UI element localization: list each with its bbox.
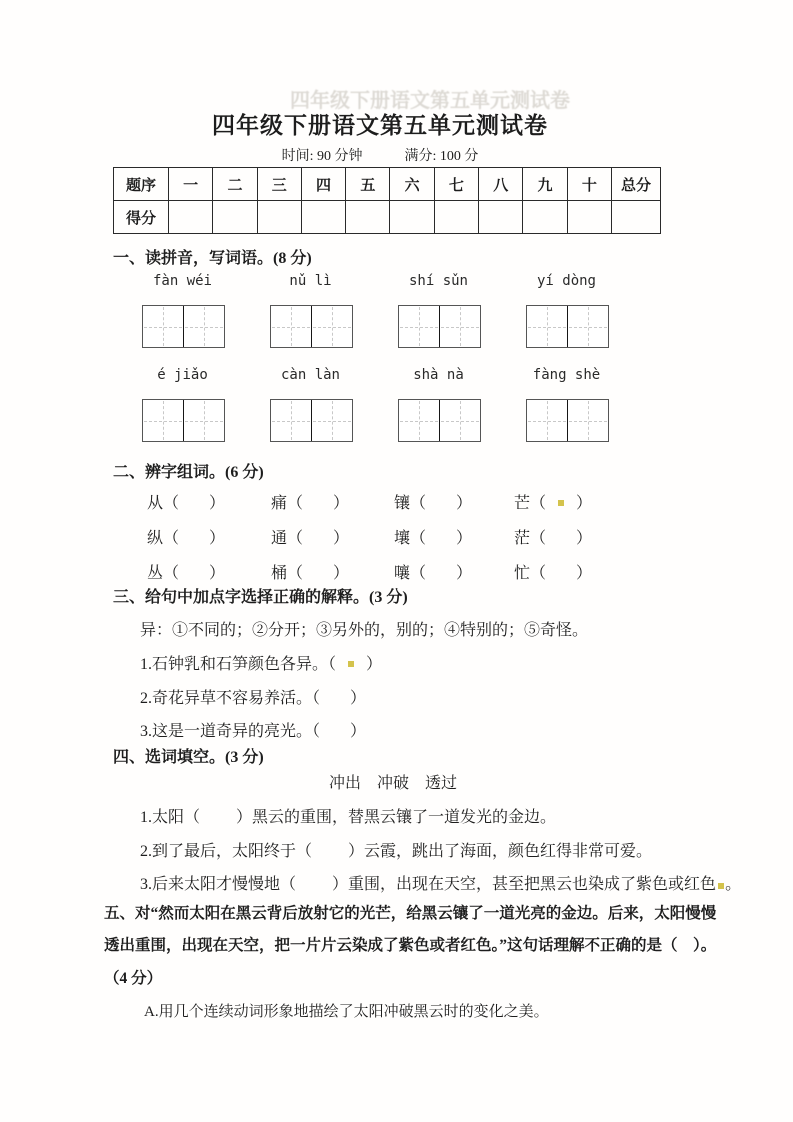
section-2-heading: 二、辨字组词。(6 分) — [113, 464, 264, 481]
score-col: 九 — [523, 168, 567, 201]
open-paren: （ — [530, 495, 547, 512]
grid-cell — [527, 306, 567, 347]
compare-char: 壤 — [394, 530, 411, 547]
open-paren: （ — [184, 809, 201, 826]
pinyin-word: é jiǎo — [157, 367, 208, 383]
writing-grid — [270, 305, 353, 348]
compare-item — [271, 525, 390, 548]
close-paren: ） — [456, 495, 473, 512]
answer-blank — [303, 527, 333, 543]
section-5-points: （4 分） — [104, 970, 163, 987]
score-col: 三 — [257, 168, 301, 201]
option-a: A.用几个连续动词形象地描绘了太阳冲破黑云时的变化之美。 — [144, 1004, 549, 1020]
close-paren: ） — [348, 843, 365, 860]
score-col: 六 — [390, 168, 434, 201]
score-cell — [479, 201, 523, 234]
writing-grid — [526, 305, 609, 348]
score-col: 四 — [301, 168, 345, 201]
writing-grid — [270, 399, 353, 442]
grid-cell — [271, 306, 311, 347]
score-col-total: 总分 — [612, 168, 661, 201]
open-paren: （ — [410, 530, 427, 547]
score-cell — [612, 201, 661, 234]
section-3-heading: 三、给句中加点字选择正确的解释。(3 分) — [113, 589, 408, 606]
answer-blank — [336, 653, 366, 669]
open-paren: （ — [328, 656, 337, 673]
answer-blank — [296, 873, 332, 889]
open-paren: （ — [287, 565, 304, 582]
paper-meta — [0, 145, 760, 165]
pinyin-word: nǔ lì — [289, 273, 332, 289]
section-5-stem-line-2: 透出重围，出现在天空，把一片片云染成了紫色或者红色。”这句话理解不正确的是（ ）。 — [104, 937, 717, 954]
writing-grid — [398, 399, 481, 442]
compare-item — [394, 560, 510, 583]
section-1-heading: 一、读拼音，写词语。(8 分) — [113, 250, 312, 267]
question-text: 3.这是一道奇异的亮光。 — [140, 723, 313, 740]
score-cell — [346, 201, 390, 234]
close-paren: ） — [576, 495, 593, 512]
answer-blank — [546, 527, 576, 543]
pinyin-word: fàng shè — [532, 367, 601, 383]
question-item — [140, 651, 382, 674]
score-table-score-row — [114, 201, 661, 234]
compare-char: 通 — [271, 530, 288, 547]
grid-cell — [527, 400, 567, 441]
open-paren: （ — [163, 495, 180, 512]
grid-cell — [183, 400, 224, 441]
pinyin-word: càn làn — [280, 367, 340, 383]
grid-cell — [567, 400, 608, 441]
open-paren: （ — [530, 530, 547, 547]
open-paren: （ — [296, 843, 313, 860]
close-paren: ） — [456, 565, 473, 582]
grid-cell — [399, 306, 439, 347]
answer-blank — [179, 492, 209, 508]
grid-cell — [271, 400, 311, 441]
score-table-corner: 题序 — [114, 168, 169, 201]
score-col: 五 — [346, 168, 390, 201]
close-paren: ） — [366, 656, 383, 673]
compare-char: 从 — [147, 495, 164, 512]
highlight-dot — [348, 661, 354, 667]
sentence-period: 。 — [725, 876, 742, 893]
fill-blank-item — [140, 804, 556, 827]
compare-char: 痛 — [271, 495, 288, 512]
open-paren: （ — [287, 495, 304, 512]
close-paren: ） — [209, 565, 226, 582]
open-paren: （ — [312, 690, 321, 707]
definitions-line: 异：①不同的；②分开；③另外的，别的；④特别的；⑤奇怪。 — [140, 622, 589, 639]
answer-blank — [179, 562, 209, 578]
question-text: 1.石钟乳和石笋颜色各异。 — [140, 656, 329, 673]
score-col: 一 — [169, 168, 213, 201]
word-compare-row — [147, 525, 592, 548]
pinyin-word: fàn wéi — [152, 273, 212, 289]
close-paren: ） — [333, 565, 350, 582]
pinyin-word: yí dòng — [536, 273, 596, 289]
compare-item — [394, 490, 510, 513]
page-title: 四年级下册语文第五单元测试卷 — [212, 112, 548, 139]
compare-char: 茫 — [514, 530, 531, 547]
compare-item — [514, 490, 592, 513]
score-col: 二 — [213, 168, 257, 201]
close-paren: ） — [576, 565, 593, 582]
answer-blank — [546, 492, 576, 508]
close-paren: ） — [456, 530, 473, 547]
score-label: 得分 — [114, 201, 169, 234]
writing-grid — [526, 399, 609, 442]
fill-blank-item — [140, 838, 652, 861]
grid-cell — [143, 306, 183, 347]
open-paren: （ — [280, 876, 297, 893]
question-text: 2.奇花异草不容易养活。 — [140, 690, 313, 707]
sentence-end: 黑云的重围，替黑云镶了一道发光的金边。 — [252, 809, 557, 826]
compare-item — [514, 525, 592, 548]
open-paren: （ — [410, 565, 427, 582]
compare-item — [271, 490, 390, 513]
score-cell — [301, 201, 345, 234]
open-paren: （ — [163, 565, 180, 582]
word-bank: 冲出 冲破 透过 — [328, 775, 457, 792]
answer-blank — [312, 840, 348, 856]
answer-blank — [320, 720, 350, 736]
open-paren: （ — [312, 723, 321, 740]
compare-char: 丛 — [147, 565, 164, 582]
grid-cell — [183, 306, 224, 347]
sentence-start: 3.后来太阳才慢慢地 — [140, 876, 281, 893]
answer-blank — [303, 492, 333, 508]
score-cell — [523, 201, 567, 234]
open-paren: （ — [163, 530, 180, 547]
section-4-heading: 四、选词填空。(3 分) — [113, 749, 264, 766]
close-paren: ） — [576, 530, 593, 547]
close-paren: ） — [209, 495, 226, 512]
grid-cell — [567, 306, 608, 347]
compare-char: 芒 — [514, 495, 531, 512]
compare-char: 忙 — [514, 565, 531, 582]
time-limit: 时间: 90 分钟 — [281, 149, 363, 164]
score-cell — [567, 201, 611, 234]
sentence-start: 1.太阳 — [140, 809, 185, 826]
full-score: 满分: 100 分 — [404, 149, 479, 164]
score-cell — [434, 201, 478, 234]
score-col: 七 — [434, 168, 478, 201]
score-col: 八 — [479, 168, 523, 201]
answer-blank — [320, 687, 350, 703]
writing-grid — [142, 305, 225, 348]
pinyin-word: shí sǔn — [408, 273, 468, 289]
open-paren: （ — [287, 530, 304, 547]
grid-cell — [439, 400, 480, 441]
score-cell — [213, 201, 257, 234]
pinyin-word: shà nà — [413, 367, 464, 383]
score-table — [113, 167, 661, 234]
answer-blank — [426, 492, 456, 508]
compare-char: 嚷 — [394, 565, 411, 582]
answer-blank — [200, 806, 236, 822]
compare-char: 桶 — [271, 565, 288, 582]
grid-cell — [399, 400, 439, 441]
grid-cell — [311, 306, 352, 347]
close-paren: ） — [333, 530, 350, 547]
highlight-dot — [558, 500, 564, 506]
word-compare-row — [147, 490, 592, 513]
score-cell — [169, 201, 213, 234]
compare-item — [147, 490, 267, 513]
grid-cell — [311, 400, 352, 441]
compare-char: 镶 — [394, 495, 411, 512]
close-paren: ） — [332, 876, 349, 893]
compare-item — [514, 560, 592, 583]
score-table-header-row — [114, 168, 661, 201]
answer-blank — [546, 562, 576, 578]
compare-item — [147, 560, 267, 583]
compare-char: 纵 — [147, 530, 164, 547]
sentence-start: 2.到了最后，太阳终于 — [140, 843, 297, 860]
fill-blank-item — [140, 871, 741, 894]
answer-blank — [179, 527, 209, 543]
word-compare-row — [147, 560, 592, 583]
close-paren: ） — [236, 809, 253, 826]
question-item — [140, 718, 366, 741]
sentence-end: 重围，出现在天空，甚至把黑云也染成了紫色或红色 — [348, 876, 717, 893]
answer-blank — [426, 527, 456, 543]
question-item — [140, 685, 366, 708]
close-paren: ） — [333, 495, 350, 512]
close-paren: ） — [350, 723, 367, 740]
answer-blank — [426, 562, 456, 578]
section-5-stem-line-1: 五、对“然而太阳在黑云背后放射它的光芒，给黑云镶了一道光亮的金边。后来，太阳慢慢 — [104, 905, 717, 922]
score-cell — [257, 201, 301, 234]
highlight-dot — [718, 883, 724, 889]
score-cell — [390, 201, 434, 234]
compare-item — [394, 525, 510, 548]
answer-blank — [303, 562, 333, 578]
grid-cell — [439, 306, 480, 347]
writing-grid — [142, 399, 225, 442]
score-col: 十 — [567, 168, 611, 201]
compare-item — [271, 560, 390, 583]
grid-cell — [143, 400, 183, 441]
open-paren: （ — [530, 565, 547, 582]
close-paren: ） — [350, 690, 367, 707]
compare-item — [147, 525, 267, 548]
open-paren: （ — [410, 495, 427, 512]
close-paren: ） — [209, 530, 226, 547]
writing-grid — [398, 305, 481, 348]
ghost-title-artifact: 四年级下册语文第五单元测试卷 — [290, 90, 570, 112]
sentence-end: 云霞，跳出了海面，颜色红得非常可爱。 — [364, 843, 653, 860]
